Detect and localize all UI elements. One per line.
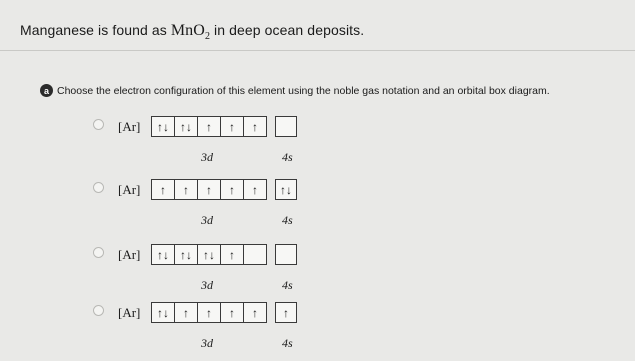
orbital-box-4s <box>275 244 297 265</box>
label-3d: 3d <box>201 336 213 350</box>
part-badge: a <box>40 84 53 97</box>
orbital-box: ↑↓ <box>174 244 198 265</box>
orbital-box: ↑ <box>174 179 198 200</box>
radio-button[interactable] <box>93 247 104 258</box>
orbital-box: ↑ <box>220 116 244 137</box>
orbital-boxes-3d <box>151 116 267 137</box>
label-4s: 4s <box>282 278 293 292</box>
part-prompt-text: Choose the electron configuration of this element using the noble gas notation and an orbital box diagram. <box>57 84 550 97</box>
label-3d: 3d <box>201 213 213 227</box>
orbital-box: ↑ <box>197 302 221 323</box>
question-text <box>20 22 364 42</box>
orbital-box-4s: ↑ <box>275 302 297 323</box>
orbital-box-4s <box>275 116 297 137</box>
orbital-box <box>243 244 267 265</box>
orbital-box: ↑ <box>243 302 267 323</box>
noble-gas-core: [Ar] <box>118 118 141 134</box>
label-4s: 4s <box>282 336 293 350</box>
config-row <box>118 302 297 323</box>
question-prefix: Manganese is found as <box>20 22 171 38</box>
orbital-box: ↑ <box>243 179 267 200</box>
formula <box>170 22 211 43</box>
radio-button[interactable] <box>93 305 104 316</box>
divider <box>0 50 635 51</box>
radio-button[interactable] <box>93 182 104 193</box>
orbital-box: ↑ <box>220 179 244 200</box>
orbital-box: ↑↓ <box>151 302 175 323</box>
noble-gas-core: [Ar] <box>118 304 141 320</box>
orbital-box: ↑↓ <box>197 244 221 265</box>
noble-gas-core: [Ar] <box>118 246 141 262</box>
orbital-box: ↑ <box>197 116 221 137</box>
config-row <box>118 244 297 265</box>
orbital-box: ↑↓ <box>151 244 175 265</box>
formula-subscript: 2 <box>204 31 211 43</box>
formula-main: MnO <box>170 22 205 39</box>
question-suffix: in deep ocean deposits. <box>210 22 365 38</box>
orbital-box: ↑↓ <box>151 116 175 137</box>
label-4s: 4s <box>282 150 293 164</box>
label-4s: 4s <box>282 213 293 227</box>
orbital-box: ↑↓ <box>174 116 198 137</box>
noble-gas-core: [Ar] <box>118 181 141 197</box>
orbital-box: ↑ <box>197 179 221 200</box>
orbital-box: ↑ <box>151 179 175 200</box>
radio-button[interactable] <box>93 119 104 130</box>
orbital-boxes-3d <box>151 302 267 323</box>
orbital-box: ↑ <box>174 302 198 323</box>
orbital-boxes-3d <box>151 179 267 200</box>
config-row <box>118 116 297 137</box>
config-row <box>118 179 297 200</box>
orbital-box: ↑ <box>220 244 244 265</box>
orbital-box-4s: ↑↓ <box>275 179 297 200</box>
part-a-prompt <box>40 84 550 97</box>
orbital-boxes-3d <box>151 244 267 265</box>
label-3d: 3d <box>201 150 213 164</box>
orbital-box: ↑ <box>220 302 244 323</box>
orbital-box: ↑ <box>243 116 267 137</box>
label-3d: 3d <box>201 278 213 292</box>
